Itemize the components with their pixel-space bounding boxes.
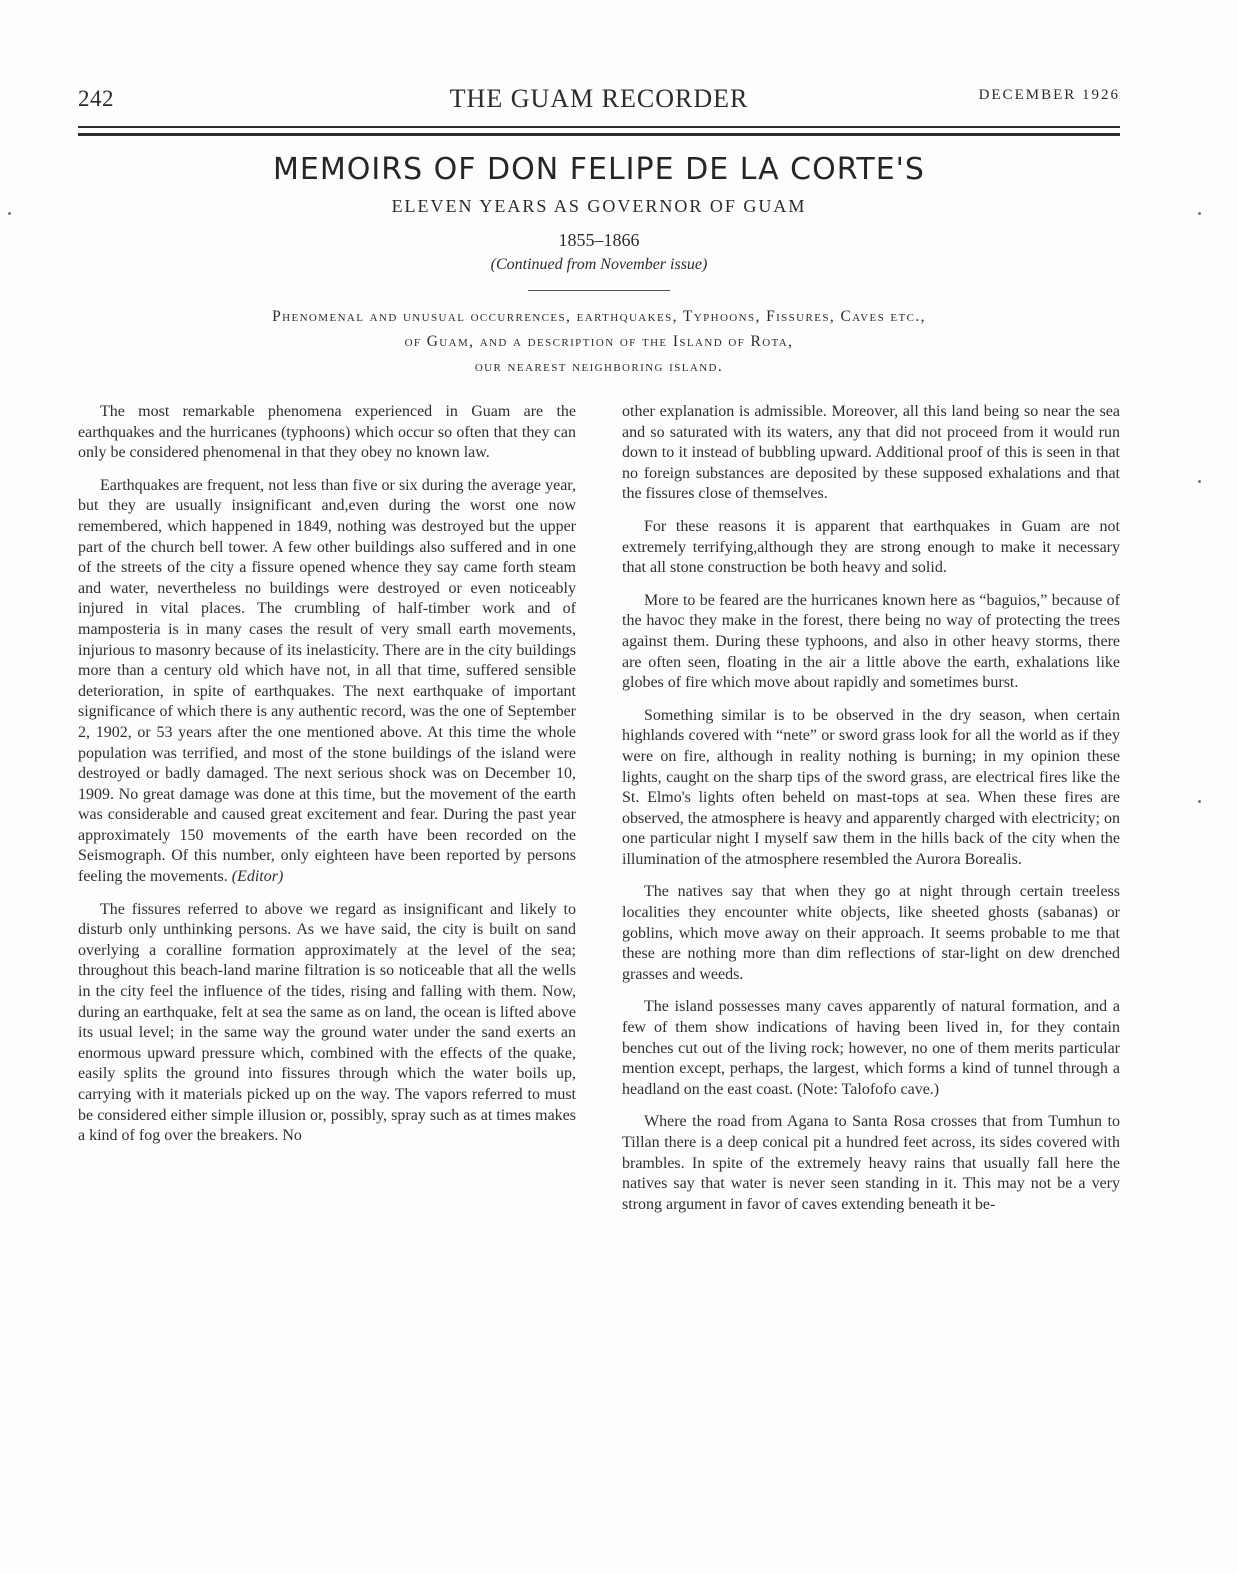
body-paragraph <box>78 476 576 888</box>
header-rule-bottom <box>78 133 1120 136</box>
journal-title: THE GUAM RECORDER <box>449 84 749 113</box>
title-divider <box>528 290 670 291</box>
running-header <box>78 84 1120 124</box>
issue-date: DECEMBER 1926 <box>978 87 1120 103</box>
left-column <box>78 402 576 1159</box>
right-column <box>622 402 1120 1227</box>
body-paragraph: For these reasons it is apparent that earthquakes in Guam are not extremely terrifying,although they are strong enough to make it necessary that all stone construction be both heavy and solid. <box>622 517 1120 577</box>
paper-speck <box>1198 212 1201 215</box>
editor-note: (Editor) <box>231 868 284 886</box>
summary-line: our nearest neighboring island. <box>474 358 724 375</box>
article-subtitle: ELEVEN YEARS AS GOVERNOR OF GUAM <box>391 196 807 216</box>
paragraph-text: Earthquakes are frequent, not less than five or six during the average year, but they are usually insignificant and,even during the worst one now remembered, which happened in 1849, nothing was destroyed but the upper part of the church bell tower. A few other buildings also suffered and in one of the streets of the city a fissure opened whence they say came forth steam and water, nevertheless no buildings were destroyed or even noticeably injured in vital places. The crumbling of half-timber work and of mamposteria is in many cases the result of very small earth movements, injurious to masonry because of its inelasticity. There are in the city buildings more than a century old which have not, in all that time, suffered sensible deterioration, in spite of earthquakes. The next earthquake of important significance of which there is any authentic record, was the one of September 2, 1902, or 53 years after the one mentioned above. At this time the whole population was terrified, and most of the stone buildings of the island were destroyed or badly damaged. The next serious shock was on December 10, 1909. No great damage was done at this time, but the movement of the earth was considerable and caused great excitement and fear. During the past year approximately 150 movements of the earth have been recorded on the Seismograph. Of this number, only eighteen have been reported by persons feeling the movements. <box>78 476 576 886</box>
body-paragraph: The island possesses many caves apparently of natural formation, and a few of them show indications of having been lived in, for they contain benches cut out of the living rock; however, no one of them merits particular mention except, perhaps, the largest, which forms a kind of tunnel through a headland on the east coast. (Note: Talofofo cave.) <box>622 998 1120 1098</box>
paper-speck <box>8 212 11 215</box>
body-paragraph: More to be feared are the hurricanes known here as “baguios,” because of the havoc they make in the forest, there being no way of protecting the trees against them. During these typhoons, and also in other heavy storms, there are often seen, floating in the air a little above the earth, exhalations like globes of fire which move about rapidly and sometimes burst. <box>622 591 1120 692</box>
body-paragraph: other explanation is admissible. Moreover, all this land being so near the sea and so saturated with its waters, any that did not proceed from it would run down to it instead of bubbling upward. Additional proof of this is seen in that no foreign substances are deposited by these supposed exhalations and that the fissures close of themselves. <box>622 403 1120 503</box>
page-number: 242 <box>78 86 114 111</box>
paper-speck <box>1198 480 1201 483</box>
summary-line: of Guam, and a description of the Island of Rota, <box>404 333 794 350</box>
body-paragraph: The most remarkable phenomena experienced in Guam are the earthquakes and the hurricanes (typhoons) which occur so often that they can only be considered phenomenal in that they obey no known law. <box>78 403 576 462</box>
body-paragraph: The fissures referred to above we regard as insignificant and likely to disturb only unthinking persons. As we have said, the city is built on sand overlying a coralline formation approximately at the level of the sea; throughout this beach-land marine filtration is so noticeable that all the wells in the city feel the influence of the tides, rising and falling with them. Now, during an earthquake, felt at sea the same as on land, the ocean is lifted above its usual level; in the same way the ground water under the sand exerts an enormous upward pressure which, combined with the effects of the quake, easily splits the ground into fissures through which the water boils up, carrying with it materials picked up on the way. The vapors referred to must be considered either simple illusion or, possibly, spray such as at times makes a kind of fog over the breakers. No <box>78 900 576 1145</box>
continued-note: (Continued from November issue) <box>490 256 708 273</box>
article-years: 1855–1866 <box>558 230 640 250</box>
article-summary <box>120 304 1078 379</box>
body-paragraph: Something similar is to be observed in the dry season, when certain highlands covered with “nete” or sword grass look for all the world as if they were on fire, although in reality nothing is burning; in my opinion these lights, caught on the sharp tips of the sword grass, are electrical fires like the St. Elmo's lights often beheld on mast-tops at sea. When these fires are observed, the atmosphere is heavy and apparently charged with electricity; on one particular night I myself saw them in the hills back of the city when the illumination of the atmosphere resembled the Aurora Borealis. <box>622 706 1120 868</box>
paper-speck <box>1198 800 1201 803</box>
header-rule-top <box>78 126 1120 128</box>
body-paragraph: Where the road from Agana to Santa Rosa crosses that from Tumhun to Tillan there is a deep conical pit a hundred feet across, its sides covered with brambles. In spite of the extremely heavy rains that usually fall here the natives say that water is never seen standing in it. This may not be a very strong argument in favor of caves extending beneath it be- <box>622 1113 1120 1213</box>
article-title: MEMOIRS OF DON FELIPE DE LA CORTE'S <box>273 152 925 187</box>
body-paragraph: The natives say that when they go at night through certain treeless localities they encounter white objects, like sheeted ghosts (sabanas) or goblins, which move away on their approach. It seems probable to me that these are nothing more than dim reflections of star-light on dew drenched grasses and weeds. <box>622 883 1120 983</box>
summary-line: Phenomenal and unusual occurrences, earthquakes, Typhoons, Fissures, Caves etc., <box>272 308 926 325</box>
